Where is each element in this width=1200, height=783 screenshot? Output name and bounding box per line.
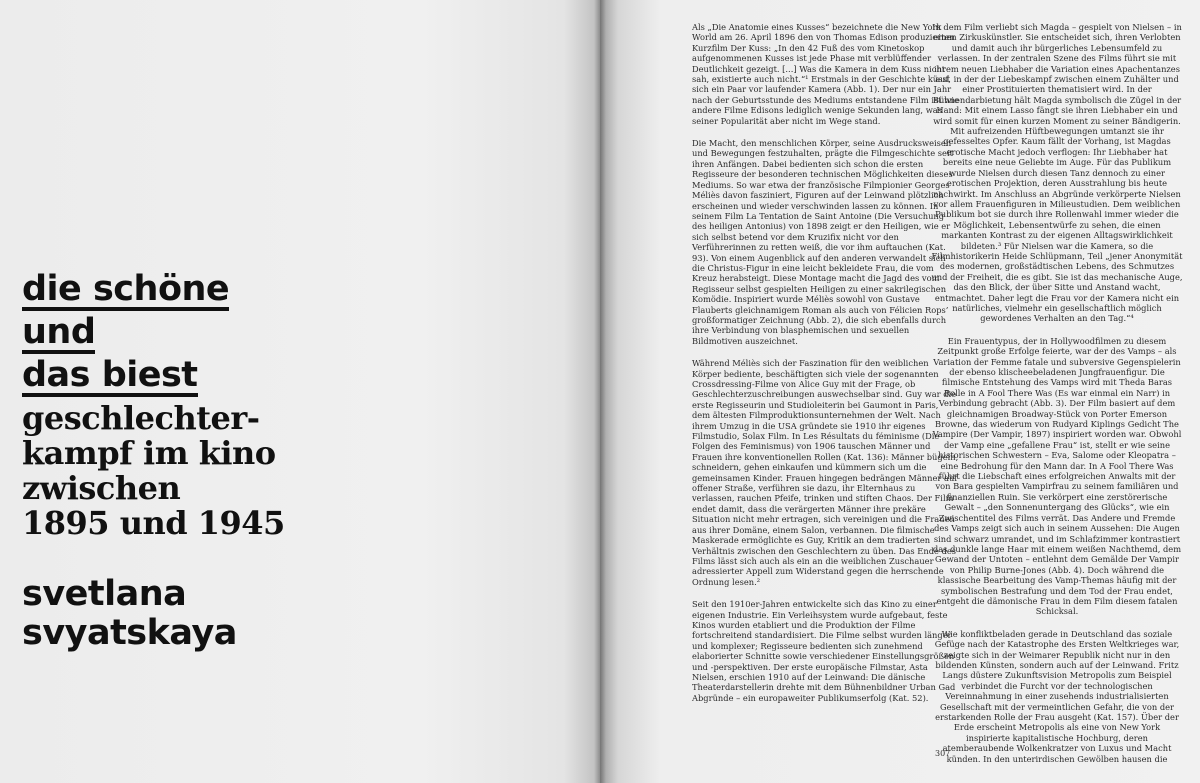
paragraph: Als „Die Anatomie eines Kusses“ bezeichnete die New York World am 26. April 1896 den von Thomas Edison produzierten Kurzfilm Der Kuss: „In den 42 Fuß des vom Kinetoskop aufgenommenen Kusses ist jede Phase mit verblüffender Deutlichkeit gezeigt. [...] Was die Kamera in dem Kuss nicht sah, existierte auch nicht.“¹ Erstmals in der Geschichte küsst sich ein Paar vor laufender Kamera (Abb. 1). Der nur ein Jahr nach der Geburtsstunde des Mediums entstandene Film ist wie andere Filme Edisons lediglich wenige Sekunden lang, was seiner Popularität aber nicht im Wege stand. — [692, 22, 959, 126]
page-number: 307 — [935, 749, 951, 758]
title-line-2 — [22, 311, 582, 354]
subtitle — [22, 401, 582, 541]
subtitle-line-3: zwischen — [22, 469, 181, 507]
author-last-name: svyatskaya — [22, 613, 237, 653]
paragraph: Wie konfliktbeladen gerade in Deutschland das soziale Gefüge nach der Katastrophe des Ersten Weltkrieges war, zeigte sich in der Weimarer Republik nicht nur in den bildenden Künsten, sondern auch auf der Leinwand. Fritz Langs düstere Zukunftsvision Metropolis zum Beispiel verbindet die Furcht vor der technologischen Vereinnahmung in einer zusehends industrialisierten Gesellschaft mit der vermeintlichen Gefahr, die von der erstarkenden Rolle der Frau ausgeht (Kat. 157). Über der Erde erscheint Metropolis als eine von New York inspirierte kapitalistische Hochburg, deren atemberaubende Wolkenkratzer von Luxus und Macht künden. In den unterirdischen Gewölben hausen die — [934, 628, 1180, 764]
paragraph: Ein Frauentypus, der in Hollywoodfilmen zu diesem Zeitpunkt große Erfolge feierte, war der des Vamps – als Variation der Femme fatale und subversive Gegenspielerin der ebenso klischeebeladenen Jungfrauenfigur. Die filmische Entstehung des Vamps wird mit Theda Baras Rolle in A Fool There Was (Es war einmal ein Narr) in Verbindung gebracht (Abb. 3). Der Film basiert auf dem gleichnamigen Broadway-Stück von Porter Emerson Browne, das wiederum von Rudyard Kiplings Gedicht The Vampire (Der Vampir, 1897) inspiriert worden war. Obwohl der Vamp eine „gefallene Frau“ ist, stellt er wie seine historischen Schwestern – Eva, Salome oder Kleopatra – eine Bedrohung für den Mann dar. In A Fool There Was führt die Liebschaft eines erfolgreichen Anwalts mit der von Bara gespielten Vampirfrau zu seinem familiären und finanziellen Ruin. Sie verkörpert eine zerstörerische Gewalt – „den Sonnenuntergang des Glücks“, wie ein Zwischentitel des Films verrät. Das Andere und Fremde des Vamps zeigt sich auch in seinem Aussehen: Die Augen sind schwarz umrandet, und im Schlafzimmer kontrastiert das dunkle lange Haar mit einem weißen Nachthemd, dem Gewand der Untoten – entlehnt dem Gemälde Der Vampir von Philip Burne-Jones (Abb. 4). Doch während die klassische Bearbeitung des Vamp-Themas häufig mit der symbolischen Bestrafung und dem Tod der Frau endet, entgeht die dämonische Frau in dem Film diesem fatalen Schicksal. — [932, 335, 1182, 617]
title-line-3-text: das biest — [22, 355, 198, 395]
title-line-3 — [22, 354, 582, 397]
paragraph: Während Méliès sich der Faszination für den weiblichen Körper bediente, beschäftigten sich viele der sogenannten Crossdressing-Filme von Alice Guy mit der Frage, ob Geschlechterzuschreibungen auswechselbar sind. Guy war die erste Regisseurin und Studioleiterin bei Gaumont in Paris, dem ältesten Filmproduktionsunternehmen der Welt. Nach ihrem Umzug in die USA gründete sie 1910 ihr eigenes Filmstudio, Solax Film. In Les Résultats du féminisme (Die Folgen des Feminismus) von 1906 tauschen Männer und Frauen ihre konventionellen Rollen (Kat. 136): Männer bügeln, schneidern, gehen einkaufen und kümmern sich um die gemeinsamen Kinder. Frauen hingegen bedrängen Männer auf offener Straße, verführen sie dazu, ihr Elternhaus zu verlassen, rauchen Pfeife, trinken und stiften Chaos. Der Film endet damit, dass die verärgerten Männer ihre prekäre Situation nicht mehr ertragen, sich vereinigen und die Frauen aus ihrer Domäne, einem Salon, verbannen. Die filmische Maskerade ermöglichte es Guy, Kritik an dem tradierten Verhältnis zwischen den Geschlechtern zu üben. Das Ende des Films lässt sich auch als ein an die weiblichen Zuschauer adressierter Appell zum Widerstand gegen die herrschende Ordnung lesen.² — [692, 358, 959, 587]
title-line-1-text: die schöne — [22, 269, 230, 309]
subtitle-line-4: 1895 und 1945 — [22, 504, 285, 542]
author-name — [22, 575, 582, 653]
author-first-name: svetlana — [22, 574, 187, 614]
subtitle-line-2: kampf im kino — [22, 434, 276, 472]
text-column-left — [692, 22, 959, 715]
book-gutter — [594, 0, 606, 783]
title-line-1 — [22, 268, 582, 311]
paragraph: Seit den 1910er-Jahren entwickelte sich das Kino zu einer eigenen Industrie. Ein Verleihsystem wurde aufgebaut, feste Kinos wurden etabliert und die Produktion der Filme fortschreitend standardisiert. Die Filme selbst wurden länger und komplexer; Regisseure bedienten sich zunehmend elaborierter Schnitte sowie verschiedener Einstellungsgrößen und -perspektiven. Der erste europäische Filmstar, Asta Nielsen, erschien 1910 auf der Leinwand: Die dänische Theaterdarstellerin drehte mit dem Bühnenbildner Urban Gad Abgründe – ein europaweiter Publikumserfolg (Kat. 52). — [692, 599, 956, 703]
text-column-right — [931, 22, 1183, 776]
chapter-title-block — [22, 268, 582, 653]
subtitle-line-1: geschlechter- — [22, 399, 260, 437]
paragraph: In dem Film verliebt sich Magda – gespielt von Nielsen – in einen Zirkuskünstler. Sie entscheidet sich, ihren Verlobten und damit auch ihr bürgerliches Lebensumfeld zu verlassen. In der zentralen Szene des Films führt sie mit ihrem neuen Liebhaber die Variation eines Apachentanzes auf, in der der Liebeskampf zwischen einem Zuhälter und einer Prostituierten thematisiert wird. In der Bühnendarbietung hält Magda symbolisch die Zügel in der Hand: Mit einem Lasso fängt sie ihren Liebhaber ein und wird somit für einen kurzen Moment zu seiner Bändigerin. Mit aufreizenden Hüftbewegungen umtanzt sie ihr gefesseltes Opfer. Kaum fällt der Vorhang, ist Magdas erotische Macht jedoch verflogen: Ihr Liebhaber hat bereits eine neue Geliebte im Auge. Für das Publikum wurde Nielsen durch diesen Tanz dennoch zu einer erotischen Projektion, deren Ausstrahlung bis heute nachwirkt. Im Anschluss an Abgründe verkörperte Nielsen vor allem Frauenfiguren in Milieustudien. Dem weiblichen Publikum bot sie durch ihre Rollenwahl immer wieder die Möglichkeit, Lebensentwürfe zu sehen, die einen markanten Kontrast zu der eigenen Alltagswirklichkeit bildeten.³ Für Nielsen war die Kamera, so die Filmhistorikerin Heide Schlüpmann, Teil „jener Anonymität des modernen, großstädtischen Lebens, des Schmutzes und der Freiheit, die es gibt. Sie ist das mechanische Auge, das den Blick, der über Sitte und Anstand wacht, entmachtet. Daher legt die Frau vor der Kamera nicht ein natürliches, vielmehr ein gesellschaftlich möglich gewordenes Verhalten an den Tag.“⁴ — [931, 22, 1183, 324]
paragraph: Die Macht, den menschlichen Körper, seine Ausdrucksweisen und Bewegungen festzuhalten, prägte die Filmgeschichte seit ihren Anfängen. Dabei bedienten sich schon die ersten Regisseure der besonderen technischen Möglichkeiten dieses Mediums. So war etwa der französische Filmpionier Georges Méliès davon fasziniert, Figuren auf der Leinwand plötzlich erscheinen und wieder verschwinden lassen zu können. In seinem Film La Tentation de Saint Antoine (Die Versuchung des heiligen Antonius) von 1898 zeigt er den Heiligen, wie er sich selbst betend vor dem Kruzifix nicht vor den Verführerinnen zu retten weiß, die vor ihm auftauchen (Kat. 93). Von einem Augenblick auf den anderen verwandelt sich die Christus-Figur in eine leicht bekleidete Frau, die vom Kreuz herabsteigt. Diese Montage macht die Jagd des vom Regisseur selbst gespielten Heiligen zu einer sakrilegischen Komödie. Inspiriert wurde Méliès sowohl von Gustave Flauberts gleichnamigem Roman als auch von Félicien Rops’ großformatiger Zeichnung (Abb. 2), die sich ebenfalls durch ihre Verbindung von blasphemischen und sexuellen Bildmotiven auszeichnet. — [692, 138, 953, 346]
title-line-2-text: und — [22, 312, 96, 352]
